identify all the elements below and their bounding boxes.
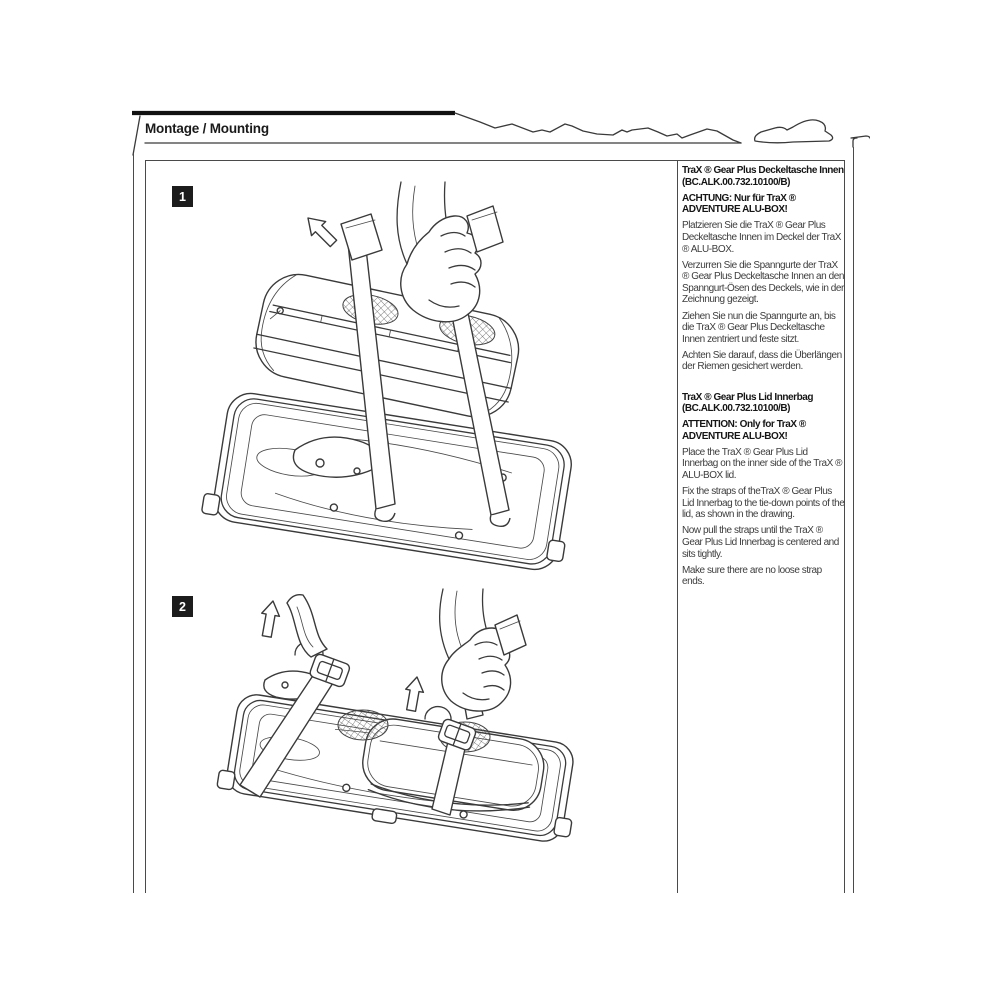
torn-corner-slash xyxy=(133,116,140,155)
step-1-illustration xyxy=(145,160,677,590)
torn-zigzag-edge xyxy=(455,113,741,143)
de-paragraph: Verzurren Sie die Spanngurte der TraX ® Gear Plus Deckeltasche Innen an den Spanngurt-Ösen des Deckels, wie in der Zeichnung gezeigt. xyxy=(682,259,844,306)
tie-down-point xyxy=(455,531,463,539)
tie-down-point xyxy=(330,504,338,512)
page-right-border xyxy=(853,147,854,893)
hand-pulling-strap xyxy=(397,182,503,322)
torn-scrap-piece xyxy=(755,120,833,143)
lid-foot xyxy=(217,770,236,790)
en-product-title: TraX ® Gear Plus Lid Innerbag (BC.ALK.00.732.10100/B) xyxy=(682,391,814,415)
en-paragraph: Now pull the straps until the TraX ® Gear Plus Lid Innerbag is centered and sits tightly. xyxy=(682,525,839,560)
step-2-badge xyxy=(172,596,193,617)
lid-foot xyxy=(201,493,220,515)
language-gap xyxy=(682,378,845,392)
lid-corner-bracket xyxy=(293,437,378,477)
step-1-badge xyxy=(172,186,193,207)
de-paragraph: Ziehen Sie nun die Spanngurte an, bis die TraX ® Gear Plus Deckeltasche Innen zentriert und feste sitzt. xyxy=(682,310,836,345)
de-product-title: TraX ® Gear Plus Deckeltasche Innen (BC.ALK.00.732.10100/B) xyxy=(682,165,844,188)
de-warning: ACHTUNG: Nur für TraX ® ADVENTURE ALU-BOX! xyxy=(682,192,796,216)
step-2-number: 2 xyxy=(179,599,186,614)
page-title: Montage / Mounting xyxy=(145,121,269,136)
strap-free-end xyxy=(287,595,327,657)
pull-direction-arrow-icon xyxy=(402,675,426,712)
instruction-sidebar xyxy=(682,165,845,592)
en-warning: ATTENTION: Only for TraX ® ADVENTURE ALU-BOX! xyxy=(682,419,806,442)
tie-down-point xyxy=(460,810,468,818)
pull-direction-arrow-icon xyxy=(258,599,282,638)
torn-corner-hook xyxy=(851,136,870,147)
mesh-patch xyxy=(338,710,388,740)
page-left-border xyxy=(133,154,134,893)
lid-foot xyxy=(546,540,565,562)
en-paragraph: Fix the straps of theTraX ® Gear Plus Lid Innerbag to the tie-down points of the lid, as shown in the drawing. xyxy=(682,486,845,521)
en-paragraph: Make sure there are no loose strap ends. xyxy=(682,564,822,588)
tie-down-point xyxy=(342,784,350,792)
lid-foot xyxy=(554,817,573,837)
strap-free-end xyxy=(341,214,382,260)
de-paragraph: Achten Sie darauf, dass die Überlängen der Riemen gesichert werden. xyxy=(682,349,842,373)
pull-direction-arrow-icon xyxy=(301,211,341,251)
de-paragraph: Platzieren Sie die TraX ® Gear Plus Deckeltasche Innen im Deckel der TraX ® ALU-BOX. xyxy=(682,220,841,255)
step-1-number: 1 xyxy=(179,189,186,204)
step-2-illustration xyxy=(145,585,677,893)
column-divider xyxy=(677,160,678,893)
en-paragraph: Place the TraX ® Gear Plus Lid Innerbag on the inner side of the TraX ® ALU-BOX lid. xyxy=(682,446,843,482)
hand-pulling-strap xyxy=(440,589,526,711)
